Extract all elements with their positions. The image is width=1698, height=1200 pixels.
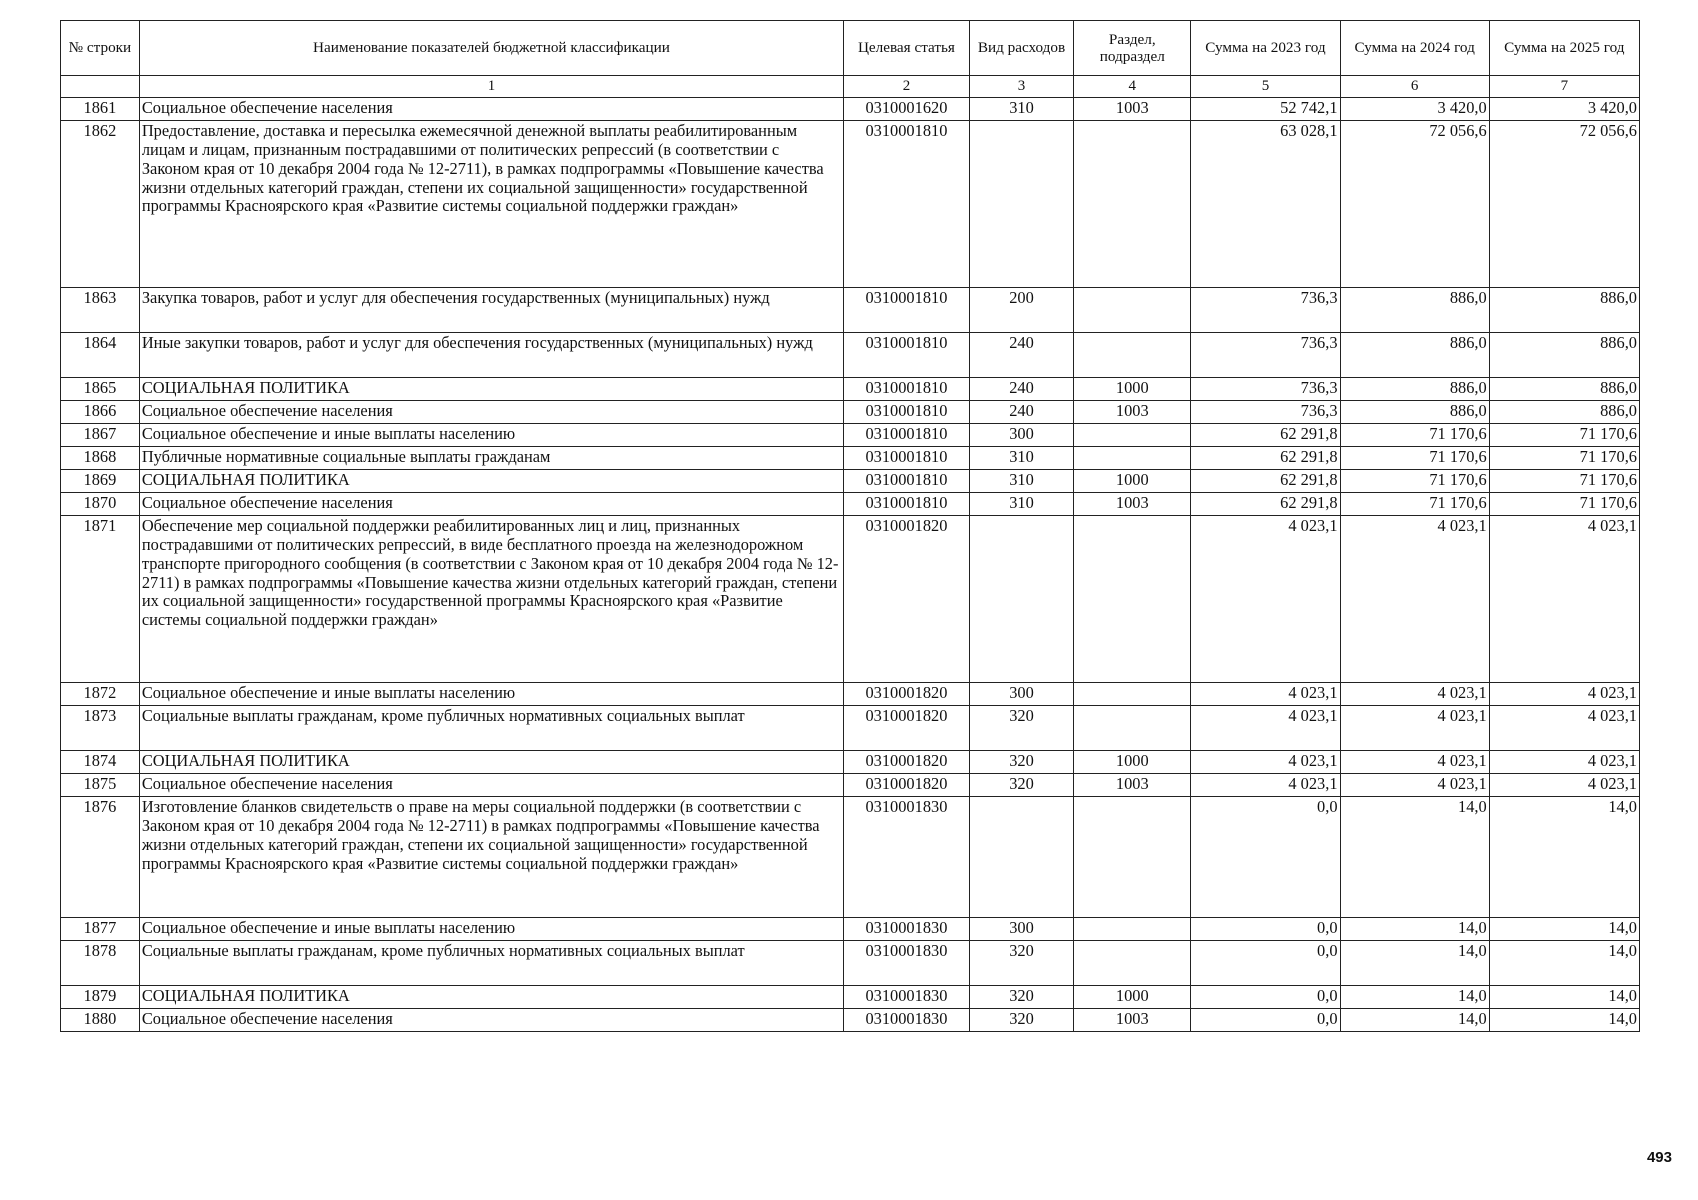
expense-kind: [969, 516, 1073, 683]
column-number-blank: [61, 76, 140, 98]
section-code: [1074, 941, 1191, 986]
expense-kind: 240: [969, 378, 1073, 401]
section-code: 1000: [1074, 751, 1191, 774]
row-number: 1873: [61, 706, 140, 751]
sum-2024: 3 420,0: [1340, 98, 1489, 121]
sum-2024: 4 023,1: [1340, 683, 1489, 706]
section-code: [1074, 683, 1191, 706]
table-row: [61, 941, 1640, 986]
sum-2025: 4 023,1: [1489, 751, 1639, 774]
sum-2023: 0,0: [1191, 797, 1340, 918]
section-code: [1074, 918, 1191, 941]
sum-2025: 14,0: [1489, 918, 1639, 941]
sum-2025: 14,0: [1489, 941, 1639, 986]
sum-2024: 71 170,6: [1340, 424, 1489, 447]
section-code: 1003: [1074, 493, 1191, 516]
section-code: 1003: [1074, 401, 1191, 424]
indicator-name: Социальное обеспечение населения: [139, 493, 843, 516]
sum-2023: 4 023,1: [1191, 683, 1340, 706]
table-row: [61, 751, 1640, 774]
sum-2024: 886,0: [1340, 378, 1489, 401]
table-row: [61, 1009, 1640, 1032]
sum-2023: 62 291,8: [1191, 447, 1340, 470]
target-article: 0310001820: [844, 706, 970, 751]
target-article: 0310001820: [844, 683, 970, 706]
indicator-name: Социальное обеспечение населения: [139, 1009, 843, 1032]
target-article: 0310001810: [844, 424, 970, 447]
expense-kind: 310: [969, 98, 1073, 121]
expense-kind: 300: [969, 424, 1073, 447]
sum-2023: 4 023,1: [1191, 774, 1340, 797]
row-number: 1867: [61, 424, 140, 447]
table-row: [61, 98, 1640, 121]
indicator-name: Социальное обеспечение населения: [139, 774, 843, 797]
column-number: 3: [969, 76, 1073, 98]
target-article: 0310001830: [844, 918, 970, 941]
row-number: 1875: [61, 774, 140, 797]
expense-kind: 310: [969, 493, 1073, 516]
table-row: [61, 516, 1640, 683]
indicator-name: Социальное обеспечение и иные выплаты населению: [139, 918, 843, 941]
section-code: [1074, 516, 1191, 683]
target-article: 0310001810: [844, 447, 970, 470]
header-sum-2024: Сумма на 2024 год: [1340, 21, 1489, 76]
column-number-row: [61, 76, 1640, 98]
expense-kind: 240: [969, 401, 1073, 424]
header-sum-2023: Сумма на 2023 год: [1191, 21, 1340, 76]
section-code: [1074, 447, 1191, 470]
column-number: 5: [1191, 76, 1340, 98]
expense-kind: 300: [969, 918, 1073, 941]
page-number: 493: [1646, 1149, 1672, 1166]
sum-2024: 71 170,6: [1340, 493, 1489, 516]
sum-2024: 14,0: [1340, 918, 1489, 941]
expense-kind: 320: [969, 1009, 1073, 1032]
expense-kind: 320: [969, 774, 1073, 797]
table-row: [61, 447, 1640, 470]
sum-2024: 14,0: [1340, 986, 1489, 1009]
indicator-name: Социальные выплаты гражданам, кроме публичных нормативных социальных выплат: [139, 706, 843, 751]
sum-2023: 736,3: [1191, 401, 1340, 424]
sum-2025: 14,0: [1489, 797, 1639, 918]
target-article: 0310001810: [844, 470, 970, 493]
column-number: 1: [139, 76, 843, 98]
sum-2023: 62 291,8: [1191, 470, 1340, 493]
table-row: [61, 401, 1640, 424]
sum-2023: 4 023,1: [1191, 516, 1340, 683]
sum-2024: 71 170,6: [1340, 470, 1489, 493]
indicator-name: Закупка товаров, работ и услуг для обеспечения государственных (муниципальных) нужд: [139, 288, 843, 333]
header-row-number: № строки: [61, 21, 140, 76]
sum-2025: 14,0: [1489, 986, 1639, 1009]
target-article: 0310001810: [844, 493, 970, 516]
sum-2024: 4 023,1: [1340, 516, 1489, 683]
sum-2025: 886,0: [1489, 288, 1639, 333]
section-code: [1074, 333, 1191, 378]
header-sum-2025: Сумма на 2025 год: [1489, 21, 1639, 76]
table-row: [61, 121, 1640, 288]
sum-2025: 71 170,6: [1489, 447, 1639, 470]
row-number: 1868: [61, 447, 140, 470]
indicator-name: Социальное обеспечение и иные выплаты населению: [139, 424, 843, 447]
expense-kind: [969, 121, 1073, 288]
indicator-name: Предоставление, доставка и пересылка ежемесячной денежной выплаты реабилитированным лицам и лицам, признанным пострадавшими от политических репрессий (в соответствии с Законом края от 10 декабря 2004 года № 12-2711), в рамках подпрограммы «Повышение качества жизни отдельных категорий граждан, степени их социальной защищенности» государственной программы Красноярского края «Развитие системы социальной поддержки граждан»: [139, 121, 843, 288]
budget-table: [60, 20, 1640, 1032]
target-article: 0310001810: [844, 121, 970, 288]
sum-2023: 0,0: [1191, 1009, 1340, 1032]
table-row: [61, 706, 1640, 751]
sum-2024: 72 056,6: [1340, 121, 1489, 288]
indicator-name: Иные закупки товаров, работ и услуг для обеспечения государственных (муниципальных) нужд: [139, 333, 843, 378]
section-code: [1074, 706, 1191, 751]
sum-2025: 4 023,1: [1489, 683, 1639, 706]
sum-2023: 736,3: [1191, 378, 1340, 401]
target-article: 0310001820: [844, 516, 970, 683]
column-number: 4: [1074, 76, 1191, 98]
sum-2024: 4 023,1: [1340, 706, 1489, 751]
sum-2025: 4 023,1: [1489, 774, 1639, 797]
row-number: 1865: [61, 378, 140, 401]
row-number: 1878: [61, 941, 140, 986]
sum-2024: 886,0: [1340, 288, 1489, 333]
sum-2025: 4 023,1: [1489, 706, 1639, 751]
target-article: 0310001810: [844, 333, 970, 378]
header-target-article: Целевая статья: [844, 21, 970, 76]
sum-2023: 62 291,8: [1191, 493, 1340, 516]
row-number: 1870: [61, 493, 140, 516]
target-article: 0310001810: [844, 378, 970, 401]
sum-2023: 63 028,1: [1191, 121, 1340, 288]
header-expense-kind: Вид расходов: [969, 21, 1073, 76]
table-row: [61, 493, 1640, 516]
row-number: 1872: [61, 683, 140, 706]
table-row: [61, 918, 1640, 941]
section-code: 1003: [1074, 1009, 1191, 1032]
sum-2023: 62 291,8: [1191, 424, 1340, 447]
sum-2024: 71 170,6: [1340, 447, 1489, 470]
target-article: 0310001820: [844, 774, 970, 797]
sum-2024: 4 023,1: [1340, 774, 1489, 797]
column-number: 2: [844, 76, 970, 98]
sum-2023: 0,0: [1191, 941, 1340, 986]
expense-kind: 310: [969, 447, 1073, 470]
header-section: Раздел, подраздел: [1074, 21, 1191, 76]
table-row: [61, 288, 1640, 333]
target-article: 0310001620: [844, 98, 970, 121]
sum-2025: 71 170,6: [1489, 470, 1639, 493]
column-number: 7: [1489, 76, 1639, 98]
section-code: [1074, 288, 1191, 333]
sum-2023: 4 023,1: [1191, 706, 1340, 751]
indicator-name: Обеспечение мер социальной поддержки реабилитированных лиц и лиц, признанных пострадавшими от политических репрессий, в виде бесплатного проезда на железнодорожном транспорте пригородного сообщения (в соответствии с Законом края от 10 декабря 2004 года № 12-2711) в рамках подпрограммы «Повышение качества жизни отдельных категорий граждан, степени их социальной защищенности» государственной программы Красноярского края «Развитие системы социальной поддержки граждан»: [139, 516, 843, 683]
section-code: 1000: [1074, 986, 1191, 1009]
indicator-name: Социальное обеспечение и иные выплаты населению: [139, 683, 843, 706]
sum-2023: 736,3: [1191, 333, 1340, 378]
expense-kind: 320: [969, 751, 1073, 774]
sum-2023: 52 742,1: [1191, 98, 1340, 121]
table-row: [61, 470, 1640, 493]
indicator-name: СОЦИАЛЬНАЯ ПОЛИТИКА: [139, 378, 843, 401]
row-number: 1866: [61, 401, 140, 424]
sum-2024: 886,0: [1340, 401, 1489, 424]
sum-2023: 0,0: [1191, 918, 1340, 941]
table-header: [61, 21, 1640, 98]
expense-kind: 310: [969, 470, 1073, 493]
target-article: 0310001830: [844, 797, 970, 918]
header-indicator-name: Наименование показателей бюджетной классификации: [139, 21, 843, 76]
section-code: [1074, 424, 1191, 447]
indicator-name: СОЦИАЛЬНАЯ ПОЛИТИКА: [139, 986, 843, 1009]
expense-kind: 320: [969, 986, 1073, 1009]
indicator-name: Изготовление бланков свидетельств о праве на меры социальной поддержки (в соответствии с Законом края от 10 декабря 2004 года № 12-2711) в рамках подпрограммы «Повышение качества жизни отдельных категорий граждан, степени их социальной защищенности» государственной программы Красноярского края «Развитие системы социальной поддержки граждан»: [139, 797, 843, 918]
sum-2025: 886,0: [1489, 333, 1639, 378]
column-number: 6: [1340, 76, 1489, 98]
target-article: 0310001830: [844, 1009, 970, 1032]
row-number: 1862: [61, 121, 140, 288]
row-number: 1871: [61, 516, 140, 683]
expense-kind: [969, 797, 1073, 918]
table-row: [61, 683, 1640, 706]
target-article: 0310001830: [844, 986, 970, 1009]
sum-2025: 4 023,1: [1489, 516, 1639, 683]
expense-kind: 200: [969, 288, 1073, 333]
target-article: 0310001810: [844, 401, 970, 424]
expense-kind: 320: [969, 941, 1073, 986]
section-code: 1000: [1074, 470, 1191, 493]
table-row: [61, 797, 1640, 918]
section-code: 1000: [1074, 378, 1191, 401]
table-row: [61, 774, 1640, 797]
target-article: 0310001820: [844, 751, 970, 774]
table-row: [61, 333, 1640, 378]
section-code: [1074, 121, 1191, 288]
header-row: [61, 21, 1640, 76]
indicator-name: СОЦИАЛЬНАЯ ПОЛИТИКА: [139, 470, 843, 493]
table-row: [61, 378, 1640, 401]
section-code: 1003: [1074, 774, 1191, 797]
sum-2025: 71 170,6: [1489, 424, 1639, 447]
expense-kind: 240: [969, 333, 1073, 378]
row-number: 1864: [61, 333, 140, 378]
sum-2024: 886,0: [1340, 333, 1489, 378]
sum-2025: 72 056,6: [1489, 121, 1639, 288]
row-number: 1869: [61, 470, 140, 493]
sum-2023: 0,0: [1191, 986, 1340, 1009]
sum-2024: 14,0: [1340, 1009, 1489, 1032]
target-article: 0310001810: [844, 288, 970, 333]
table-row: [61, 424, 1640, 447]
row-number: 1861: [61, 98, 140, 121]
table-body: [61, 98, 1640, 1032]
section-code: [1074, 797, 1191, 918]
indicator-name: Публичные нормативные социальные выплаты гражданам: [139, 447, 843, 470]
row-number: 1876: [61, 797, 140, 918]
sum-2025: 71 170,6: [1489, 493, 1639, 516]
row-number: 1880: [61, 1009, 140, 1032]
row-number: 1879: [61, 986, 140, 1009]
expense-kind: 320: [969, 706, 1073, 751]
indicator-name: Социальное обеспечение населения: [139, 401, 843, 424]
expense-kind: 300: [969, 683, 1073, 706]
section-code: 1003: [1074, 98, 1191, 121]
sum-2024: 4 023,1: [1340, 751, 1489, 774]
sum-2023: 736,3: [1191, 288, 1340, 333]
sum-2025: 886,0: [1489, 378, 1639, 401]
row-number: 1877: [61, 918, 140, 941]
sum-2024: 14,0: [1340, 941, 1489, 986]
row-number: 1863: [61, 288, 140, 333]
sum-2024: 14,0: [1340, 797, 1489, 918]
indicator-name: СОЦИАЛЬНАЯ ПОЛИТИКА: [139, 751, 843, 774]
sum-2025: 3 420,0: [1489, 98, 1639, 121]
sum-2025: 886,0: [1489, 401, 1639, 424]
table-row: [61, 986, 1640, 1009]
row-number: 1874: [61, 751, 140, 774]
indicator-name: Социальное обеспечение населения: [139, 98, 843, 121]
sum-2025: 14,0: [1489, 1009, 1639, 1032]
target-article: 0310001830: [844, 941, 970, 986]
indicator-name: Социальные выплаты гражданам, кроме публичных нормативных социальных выплат: [139, 941, 843, 986]
sum-2023: 4 023,1: [1191, 751, 1340, 774]
